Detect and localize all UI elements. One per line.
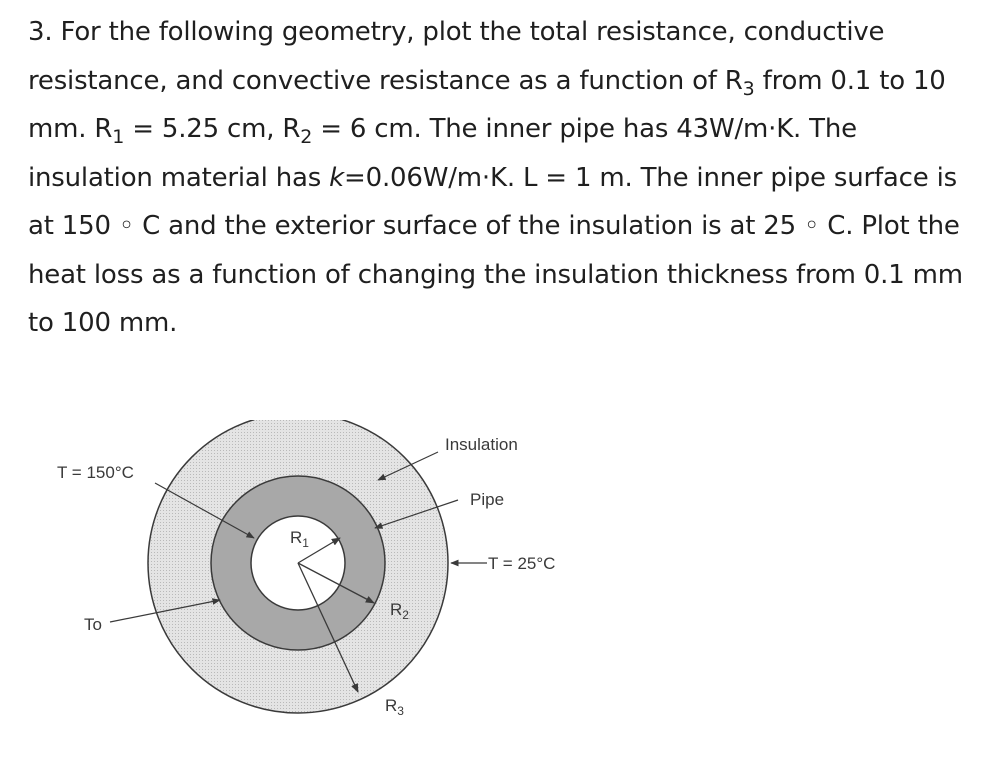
k-symbol: k xyxy=(329,162,345,193)
r1-subscript: 1 xyxy=(112,126,125,148)
problem-text-part-5: =0.06W/m·K. L = 1 m. The inner pipe surface is at 150 ◦ C and the exterior surface of the insulation is at 25 ◦ C. Plot the heat loss as a function of changing the insulation thickness from 0.1 mm to 100 mm. xyxy=(28,162,963,338)
pipe-insulation-figure xyxy=(40,420,600,750)
problem-number: 3. xyxy=(28,17,53,47)
figure-svg xyxy=(40,420,600,750)
problem-text xyxy=(28,8,978,348)
problem-text-part-3: = 5.25 cm, R xyxy=(124,114,301,144)
r3-letter: R xyxy=(385,696,398,715)
r1-letter: R xyxy=(290,528,303,547)
insulation-label: Insulation xyxy=(445,435,518,454)
r1-sub: 1 xyxy=(302,536,309,550)
r2-sub: 2 xyxy=(402,608,409,622)
r3-label xyxy=(385,696,404,718)
problem-text-part-2: from 0.1 to 10 mm. R xyxy=(28,65,946,144)
to-label: To xyxy=(84,615,102,634)
problem-text-part-1: For the following geometry, plot the total resistance, conductive resistance, and convective resistance as a function of R xyxy=(28,17,885,96)
r2-subscript: 2 xyxy=(300,126,313,148)
problem-text-part-4: = 6 cm. The inner pipe has 43W/m·K. The insulation material has xyxy=(28,114,857,193)
r3-sub: 3 xyxy=(397,704,404,718)
problem-statement xyxy=(28,8,978,348)
pipe-label: Pipe xyxy=(470,490,505,509)
t-outer-label: T = 25°C xyxy=(488,554,556,573)
r3-subscript: 3 xyxy=(742,77,755,100)
t-inner-label: T = 150°C xyxy=(57,463,134,482)
r2-letter: R xyxy=(390,600,403,619)
